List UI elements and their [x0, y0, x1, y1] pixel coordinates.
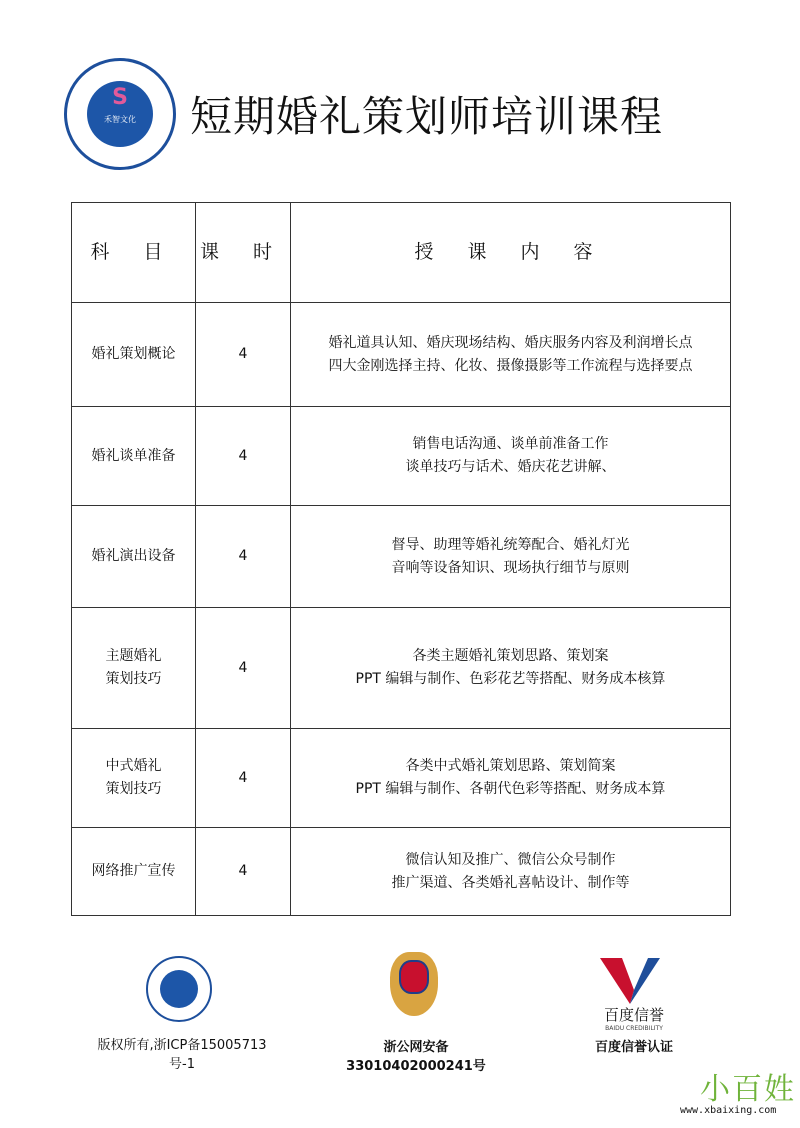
content-cell-line: 婚礼道具认知、婚庆现场结构、婚庆服务内容及利润增长点	[328, 334, 693, 351]
content-cell	[291, 828, 731, 916]
subject-cell	[72, 407, 196, 506]
content-cell-line: 销售电话沟通、谈单前准备工作	[412, 436, 609, 452]
police-record: 浙公网安备 33010402000241号	[346, 1040, 486, 1074]
hours-cell	[196, 729, 291, 828]
company-logo: S 禾智文化	[64, 58, 176, 170]
hours-cell-line: 4	[238, 548, 248, 564]
subject-cell	[72, 729, 196, 828]
icp-license: 版权所有,浙ICP备15005713号-1	[97, 1038, 267, 1072]
watermark-logo: 小百姓	[700, 1072, 796, 1107]
hours-cell-line: 4	[238, 863, 248, 879]
subject-cell-line: 策划技巧	[105, 671, 162, 687]
content-cell	[291, 608, 731, 729]
subject-cell-line: 婚礼演出设备	[91, 548, 176, 564]
content-cell-line: 四大金刚选择主持、化妆、摄像摄影等工作流程与选择要点	[328, 357, 693, 374]
subject-cell-line: 主题婚礼	[105, 648, 162, 664]
content-cell-line: 督导、助理等婚礼统筹配合、婚礼灯光	[391, 536, 630, 553]
table-row	[72, 407, 731, 506]
subject-cell-line: 中式婚礼	[105, 758, 162, 774]
baidu-certification: 百度信誉认证	[594, 1040, 673, 1055]
table-header	[72, 203, 731, 303]
content-cell-line: 音响等设备知识、现场执行细节与原则	[391, 559, 630, 576]
content-cell-line: PPT 编辑与制作、色彩花艺等搭配、财务成本核算	[355, 671, 666, 687]
content-cell	[291, 407, 731, 506]
content-cell	[291, 303, 731, 407]
company-seal-icon	[146, 956, 212, 1022]
content-cell	[291, 506, 731, 608]
watermark-url: www.xbaixing.com	[680, 1105, 777, 1116]
content-cell-line: 推广渠道、各类婚礼喜帖设计、制作等	[391, 874, 630, 891]
subject-cell-line: 策划技巧	[105, 781, 162, 797]
content-cell-line: 微信认知及推广、微信公众号制作	[405, 851, 616, 868]
police-emblem-icon	[390, 952, 438, 1016]
table-row	[72, 608, 731, 729]
hours-cell-line: 4	[238, 346, 248, 362]
subject-cell	[72, 303, 196, 407]
hours-cell-line: 4	[238, 769, 248, 786]
content-cell	[291, 729, 731, 828]
table-row	[72, 828, 731, 916]
hours-cell-line: 4	[238, 447, 248, 464]
baidu-v-logo-icon	[600, 958, 664, 1010]
subject-cell	[72, 608, 196, 729]
subject-cell-line: 婚礼谈单准备	[91, 447, 176, 464]
hours-cell	[196, 303, 291, 407]
content-cell-line: 谈单技巧与话术、婚庆花艺讲解、	[405, 459, 616, 475]
baidu-credibility-en: BAIDU CREDIBILITY	[605, 1025, 663, 1032]
header-content: 授 课 内 容	[291, 203, 731, 303]
content-cell-line: PPT 编辑与制作、各朝代色彩等搭配、财务成本算	[355, 781, 666, 797]
course-table	[71, 202, 731, 916]
subject-cell	[72, 828, 196, 916]
subject-cell-line: 婚礼策划概论	[91, 346, 176, 362]
table-row	[72, 506, 731, 608]
table-row	[72, 303, 731, 407]
hours-cell	[196, 506, 291, 608]
hours-cell	[196, 407, 291, 506]
content-cell-line: 各类中式婚礼策划思路、策划简案	[405, 758, 616, 774]
table-row	[72, 729, 731, 828]
page-title: 短期婚礼策划师培训课程	[190, 92, 664, 141]
hours-cell	[196, 828, 291, 916]
subject-cell-line: 网络推广宣传	[91, 863, 176, 879]
hours-cell-line: 4	[238, 659, 248, 676]
baidu-credibility-label: 百度信誉	[603, 1006, 664, 1024]
header-subject: 科 目	[72, 203, 196, 303]
subject-cell	[72, 506, 196, 608]
header-hours: 课 时	[196, 203, 291, 303]
hours-cell	[196, 608, 291, 729]
content-cell-line: 各类主题婚礼策划思路、策划案	[412, 648, 609, 664]
